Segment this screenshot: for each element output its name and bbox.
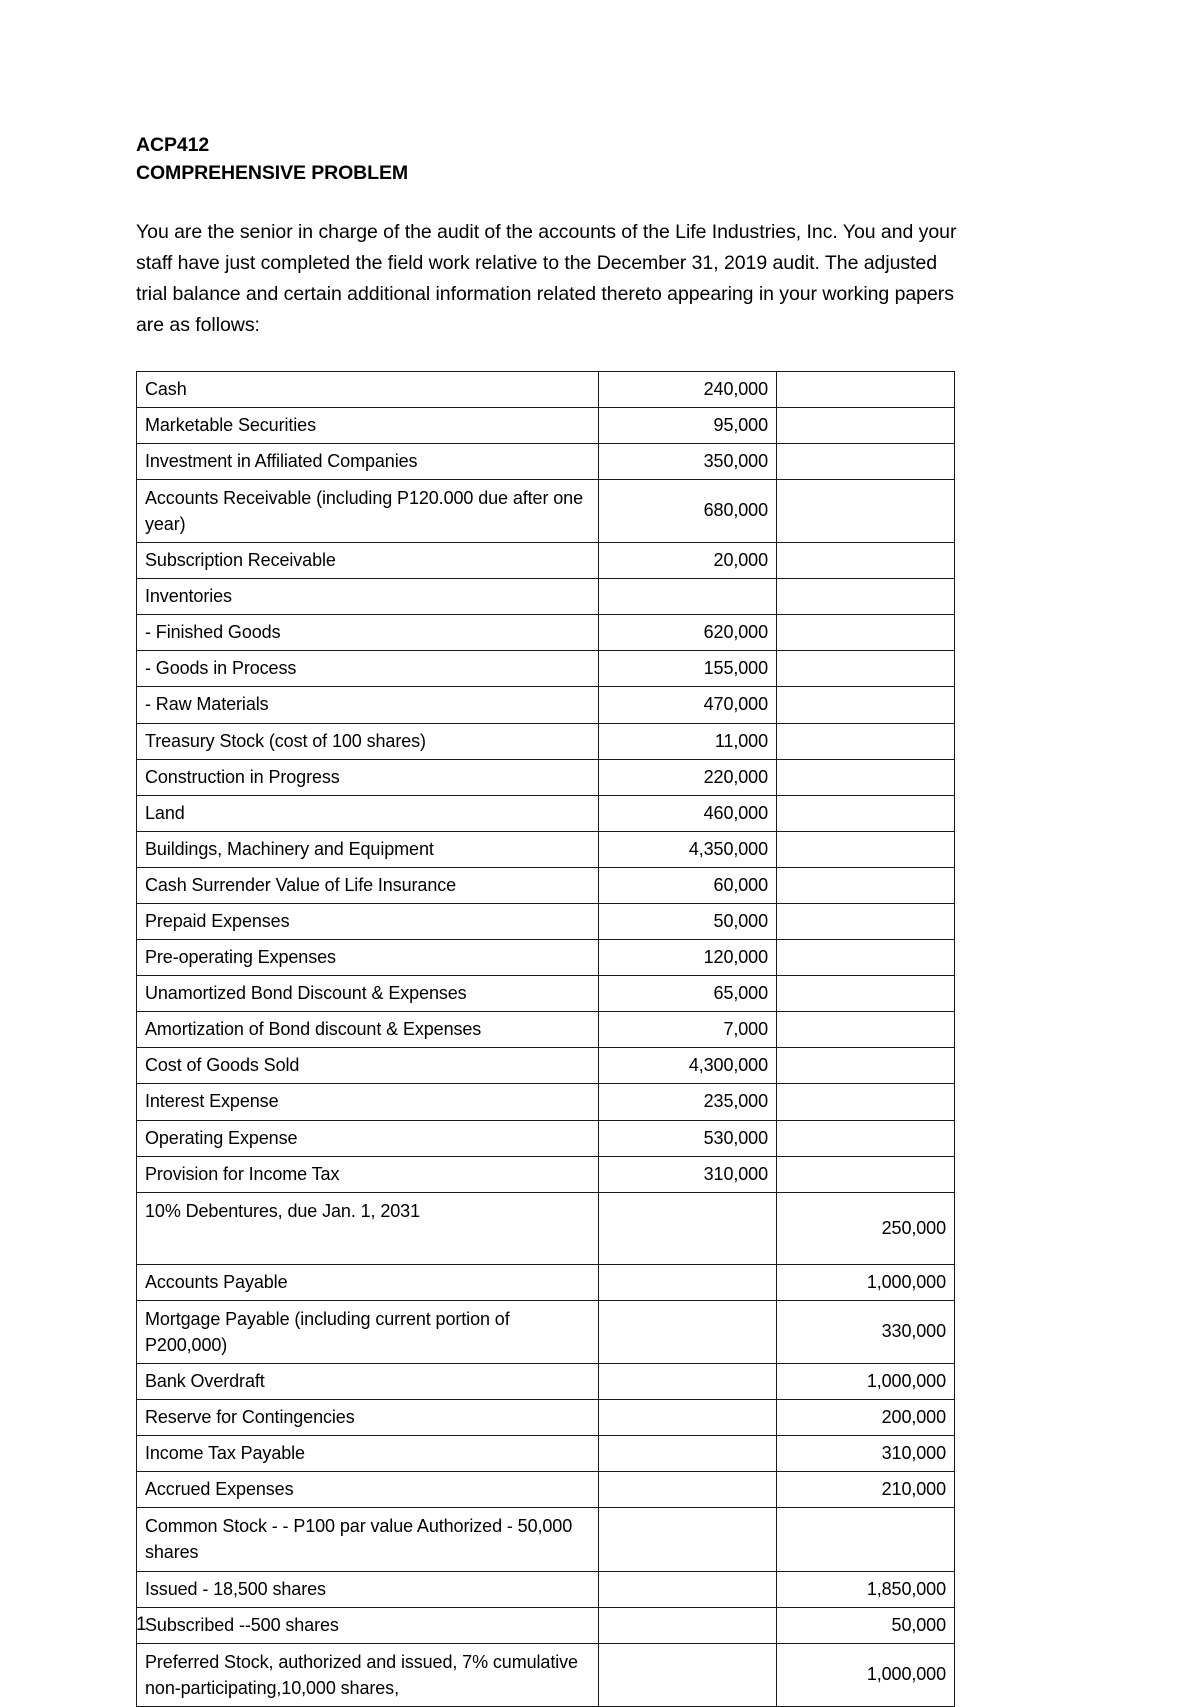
debit-cell: 11,000 (599, 723, 777, 759)
table-row (137, 1436, 955, 1472)
account-label-cell: - Goods in Process (137, 651, 599, 687)
debit-cell (599, 1436, 777, 1472)
debit-cell: 4,350,000 (599, 831, 777, 867)
credit-cell: 1,000,000 (777, 1364, 955, 1400)
debit-cell (599, 1400, 777, 1436)
account-label-cell: Issued - 18,500 shares (137, 1571, 599, 1607)
table-row (137, 479, 955, 542)
credit-cell (777, 759, 955, 795)
table-row (137, 1192, 955, 1264)
debit-cell: 220,000 (599, 759, 777, 795)
debit-cell (599, 1192, 777, 1264)
course-code: ACP412 (136, 134, 210, 156)
account-label-cell: Reserve for Contingencies (137, 1400, 599, 1436)
page-number: 1 (136, 1614, 147, 1635)
account-label-cell: Operating Expense (137, 1120, 599, 1156)
debit-cell: 235,000 (599, 1084, 777, 1120)
account-label-cell: Marketable Securities (137, 407, 599, 443)
table-row (137, 759, 955, 795)
debit-cell: 120,000 (599, 940, 777, 976)
debit-cell: 620,000 (599, 615, 777, 651)
account-label-cell: Mortgage Payable (including current portion of P200,000) (137, 1300, 599, 1363)
account-label-cell: Inventories (137, 579, 599, 615)
table-row (137, 615, 955, 651)
account-label-cell: Subscribed --500 shares (137, 1607, 599, 1643)
trial-balance-table (136, 371, 955, 1707)
debit-cell (599, 1300, 777, 1363)
account-label-cell: 10% Debentures, due Jan. 1, 2031 (137, 1192, 599, 1264)
table-row (137, 831, 955, 867)
credit-cell (777, 723, 955, 759)
account-label-cell: Construction in Progress (137, 759, 599, 795)
table-row (137, 1472, 955, 1508)
credit-cell (777, 579, 955, 615)
account-label-cell: Amortization of Bond discount & Expenses (137, 1012, 599, 1048)
credit-cell (777, 1012, 955, 1048)
account-label-cell: Income Tax Payable (137, 1436, 599, 1472)
credit-cell (777, 976, 955, 1012)
table-row (137, 867, 955, 903)
table-row (137, 940, 955, 976)
table-row (137, 407, 955, 443)
table-row (137, 1264, 955, 1300)
table-row (137, 371, 955, 407)
debit-cell (599, 1364, 777, 1400)
credit-cell (777, 615, 955, 651)
account-label-cell: Buildings, Machinery and Equipment (137, 831, 599, 867)
credit-cell (777, 1156, 955, 1192)
debit-cell: 155,000 (599, 651, 777, 687)
table-row (137, 903, 955, 939)
debit-cell (599, 1472, 777, 1508)
table-row (137, 976, 955, 1012)
debit-cell (599, 1571, 777, 1607)
table-row (137, 543, 955, 579)
table-row (137, 1400, 955, 1436)
table-row (137, 1300, 955, 1363)
credit-cell: 1,000,000 (777, 1264, 955, 1300)
debit-cell (599, 1607, 777, 1643)
account-label-cell: Preferred Stock, authorized and issued, 7% cumulative non-participating,10,000 shares, (137, 1643, 599, 1706)
table-row (137, 687, 955, 723)
account-label-cell: Common Stock - - P100 par value Authorized - 50,000 shares (137, 1508, 599, 1571)
document-heading (136, 132, 960, 187)
table-row (137, 1120, 955, 1156)
table-row (137, 1571, 955, 1607)
account-label-cell: Accrued Expenses (137, 1472, 599, 1508)
account-label-cell: Cash (137, 371, 599, 407)
debit-cell: 95,000 (599, 407, 777, 443)
credit-cell (777, 1048, 955, 1084)
debit-cell: 50,000 (599, 903, 777, 939)
credit-cell (777, 1120, 955, 1156)
account-label-cell: Subscription Receivable (137, 543, 599, 579)
debit-cell (599, 1643, 777, 1706)
account-label-cell: Prepaid Expenses (137, 903, 599, 939)
credit-cell (777, 479, 955, 542)
credit-cell (777, 831, 955, 867)
credit-cell (777, 1508, 955, 1571)
account-label-cell: Bank Overdraft (137, 1364, 599, 1400)
table-row (137, 723, 955, 759)
debit-cell (599, 1508, 777, 1571)
table-row (137, 1508, 955, 1571)
table-row (137, 651, 955, 687)
account-label-cell: Land (137, 795, 599, 831)
credit-cell (777, 903, 955, 939)
credit-cell (777, 687, 955, 723)
credit-cell (777, 651, 955, 687)
intro-paragraph: You are the senior in charge of the audit of the accounts of the Life Industries, Inc. You and your staff have just completed the field work relative to the December 31, 2019 audit. The adjusted trial balance and certain additional information related thereto appearing in your working papers are as follows: (136, 221, 957, 336)
account-label-cell: Investment in Affiliated Companies (137, 443, 599, 479)
table-row (137, 1364, 955, 1400)
debit-cell: 310,000 (599, 1156, 777, 1192)
table-row (137, 1643, 955, 1706)
table-row (137, 1156, 955, 1192)
trial-balance-body (137, 371, 955, 1706)
account-label-cell: Provision for Income Tax (137, 1156, 599, 1192)
credit-cell (777, 940, 955, 976)
page-title: COMPREHENSIVE PROBLEM (136, 161, 409, 184)
table-row (137, 1607, 955, 1643)
credit-cell: 1,000,000 (777, 1643, 955, 1706)
table-row (137, 579, 955, 615)
debit-cell: 460,000 (599, 795, 777, 831)
account-label-cell: Cost of Goods Sold (137, 1048, 599, 1084)
table-row (137, 1012, 955, 1048)
account-label-cell: Pre-operating Expenses (137, 940, 599, 976)
credit-cell (777, 543, 955, 579)
debit-cell: 240,000 (599, 371, 777, 407)
credit-cell: 310,000 (777, 1436, 955, 1472)
account-label-cell: Treasury Stock (cost of 100 shares) (137, 723, 599, 759)
account-label-cell: Interest Expense (137, 1084, 599, 1120)
account-label-cell: Accounts Receivable (including P120.000 due after one year) (137, 479, 599, 542)
account-label-cell: - Finished Goods (137, 615, 599, 651)
debit-cell: 65,000 (599, 976, 777, 1012)
credit-cell: 200,000 (777, 1400, 955, 1436)
credit-cell (777, 1084, 955, 1120)
credit-cell (777, 867, 955, 903)
credit-cell (777, 371, 955, 407)
debit-cell: 4,300,000 (599, 1048, 777, 1084)
table-row (137, 1084, 955, 1120)
credit-cell: 50,000 (777, 1607, 955, 1643)
credit-cell: 250,000 (777, 1192, 955, 1264)
credit-cell: 330,000 (777, 1300, 955, 1363)
account-label-cell: - Raw Materials (137, 687, 599, 723)
debit-cell: 470,000 (599, 687, 777, 723)
debit-cell: 530,000 (599, 1120, 777, 1156)
account-label-cell: Cash Surrender Value of Life Insurance (137, 867, 599, 903)
debit-cell: 680,000 (599, 479, 777, 542)
debit-cell (599, 1264, 777, 1300)
credit-cell: 1,850,000 (777, 1571, 955, 1607)
debit-cell: 350,000 (599, 443, 777, 479)
credit-cell (777, 443, 955, 479)
debit-cell: 20,000 (599, 543, 777, 579)
credit-cell (777, 407, 955, 443)
debit-cell: 7,000 (599, 1012, 777, 1048)
table-row (137, 443, 955, 479)
credit-cell (777, 795, 955, 831)
credit-cell: 210,000 (777, 1472, 955, 1508)
account-label-cell: Unamortized Bond Discount & Expenses (137, 976, 599, 1012)
table-row (137, 1048, 955, 1084)
debit-cell (599, 579, 777, 615)
table-row (137, 795, 955, 831)
account-label-cell: Accounts Payable (137, 1264, 599, 1300)
debit-cell: 60,000 (599, 867, 777, 903)
